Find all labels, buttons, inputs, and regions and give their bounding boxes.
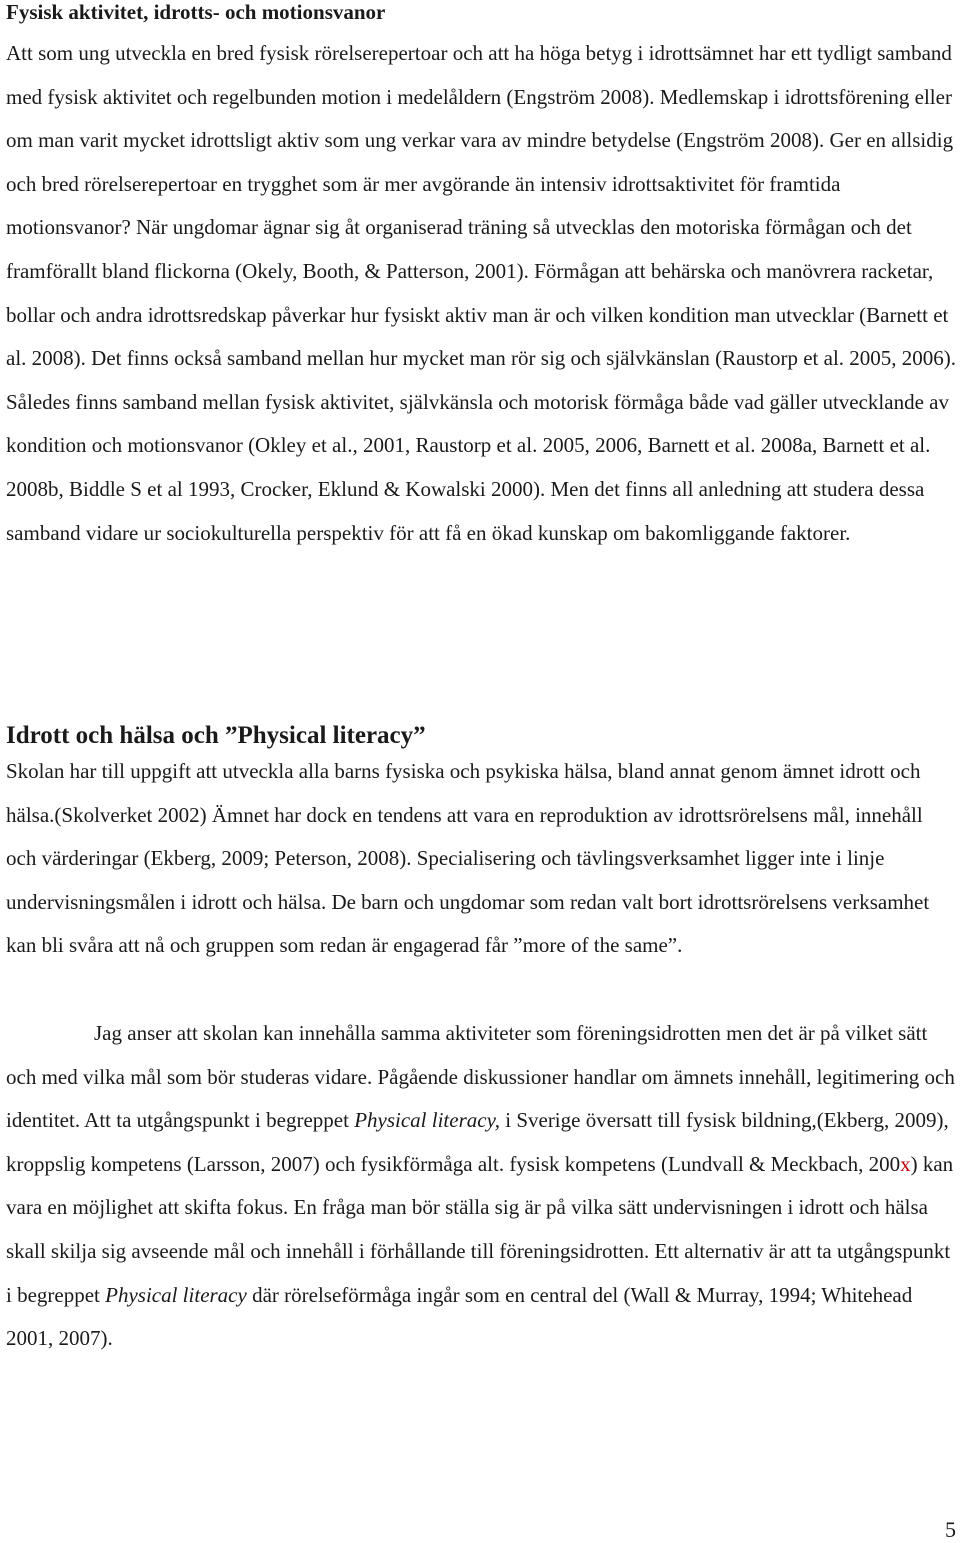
page-number: 5: [945, 1517, 956, 1542]
italic-term: Physical literacy: [105, 1282, 247, 1307]
italic-term: Physical literacy,: [354, 1108, 500, 1133]
text-segment: i Sverige översatt till fysisk bildning,(Ekberg, 2009), kroppslig kompetens (Larsson, 2007) och fysikförmåga alt. fysisk kompetens (Lundvall & Meckbach, 200: [6, 1108, 949, 1176]
section-heading-physical-literacy: Idrott och hälsa och ”Physical literacy”: [6, 722, 426, 749]
text-segment: ) kan vara en möjlighet att skifta fokus. En fråga man bör ställa sig är på vilka sätt undervisningen i idrott och hälsa skall skilja sig avseende mål och innehåll i förhållande till föreningsidrotten. Ett alternativ är att ta utgångspunkt i begreppet: [6, 1151, 954, 1307]
red-placeholder-mark: x: [900, 1151, 911, 1176]
paragraph-school-mission: Skolan har till uppgift att utveckla alla barns fysiska och psykiska hälsa, bland annat genom ämnet idrott och hälsa.(Skolverket 2002) Ämnet har dock en tendens att vara en reproduktion av idrottsrörelsens mål, innehåll och värderingar (Ekberg, 2009; Peterson, 2008). Specialisering och tävlingsverksamhet ligger inte i linje undervisningsmålen i idrott och hälsa. De barn och ungdomar som redan valt bort idrottsrörelsens verksamhet kan bli svåra att nå och gruppen som redan är engagerad får ”more of the same”.: [6, 759, 930, 958]
paragraph-physical-activity: Att som ung utveckla en bred fysisk rörelserepertoar och att ha höga betyg i idrottsämnet har ett tydligt samband med fysisk aktivitet och regelbunden motion i medelåldern (Engström 2008). Medlemskap i idrottsförening eller om man varit mycket idrottsligt aktiv som ung verkar vara av mindre betydelse (Engström 2008). Ger en allsidig och bred rörelserepertoar en trygghet som är mer avgörande än intensiv idrottsaktivitet för framtida motionsvanor? När ungdomar ägnar sig åt organiserad träning så utvecklas den motoriska förmågan och det framförallt bland flickorna (Okely, Booth, & Patterson, 2001). Förmågan att behärska och manövrera racketar, bollar och andra idrottsredskap påverkar hur fysiskt aktiv man är och vilken kondition man utvecklar (Barnett et al. 2008). Det finns också samband mellan hur mycket man rör sig och självkänslan (Raustorp et al. 2005, 2006). Således finns samband mellan fysisk aktivitet, självkänsla och motorisk förmåga både vad gäller utvecklande av kondition och motionsvanor (Okley et al., 2001, Raustorp et al. 2005, 2006, Barnett et al. 2008a, Barnett et al. 2008b, Biddle S et al 1993, Crocker, Eklund & Kowalski 2000). Men det finns all anledning att studera dessa samband vidare ur sociokulturella perspektiv för att få en ökad kunskap om bakomliggande faktorer.: [6, 41, 957, 545]
paragraph-physical-literacy-discussion: [6, 1012, 958, 1361]
text-segment: där rörelseförmåga ingår som en central del (Wall & Murray, 1994; Whitehead 2001, 2007).: [6, 1282, 913, 1351]
section-heading-physical-activity: Fysisk aktivitet, idrotts- och motionsvanor: [6, 0, 386, 24]
text-segment: Jag anser att skolan kan innehålla samma aktiviteter som föreningsidrotten men det är på vilket sätt och med vilka mål som bör studeras vidare. Pågående diskussioner handlar om ämnets innehåll, legitimering och identitet. Att ta utgångspunkt i begreppet: [6, 1021, 955, 1133]
